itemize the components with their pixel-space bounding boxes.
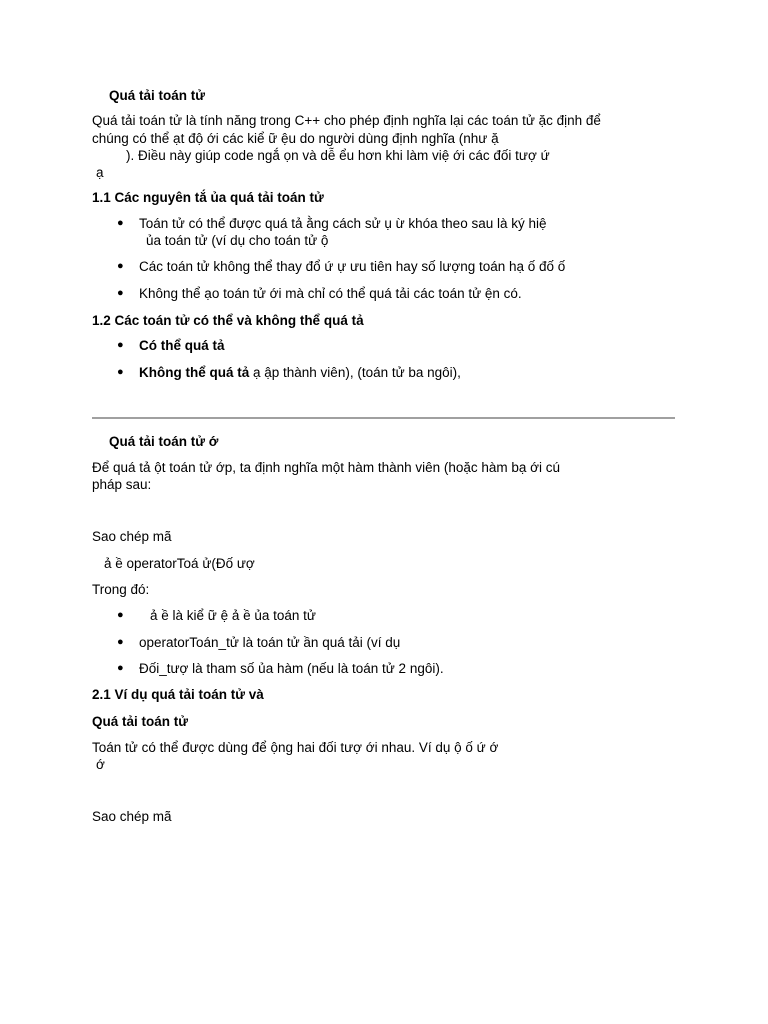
code-line: ả ề operatorToá ử(Đố ượ xyxy=(104,556,255,571)
where-item-3: Đối_tượ là tham số ủa hàm (nếu là toán tử 2 ngôi). xyxy=(139,661,444,676)
section1-heading: Quá tải toán tử xyxy=(109,88,206,103)
section1-intro-line1: Quá tải toán tử là tính năng trong C++ cho phép định nghĩa lại các toán tử ặc định để xyxy=(92,113,601,128)
list-item-1-2-1: Có thể quá tả xyxy=(139,338,225,353)
section1-intro-line2: chúng có thể ạt độ ới các kiể ữ ệu do người dùng định nghĩa (như ặ xyxy=(92,131,499,146)
subsection-1-1-heading: 1.1 Các nguyên tắ ủa quá tải toán tử xyxy=(92,190,324,205)
bullet-icon: ● xyxy=(117,339,124,351)
list-item-1-1-3: Không thể ạo toán tử ới mà chỉ có thể quá tải các toán tử ện có. xyxy=(139,286,522,301)
bullet-icon: ● xyxy=(117,366,124,378)
bullet-icon: ● xyxy=(117,287,124,299)
section2-heading: Quá tải toán tử ớ xyxy=(109,434,219,449)
list-item-1-1-2: Các toán tử không thể thay đổ ứ ự ưu tiên hay số lượng toán hạ ố đố ố xyxy=(139,259,566,274)
code-copy-label: Sao chép mã xyxy=(92,529,172,544)
section1-intro-line4: ạ xyxy=(96,165,104,180)
subsection-2-1-heading: 2.1 Ví dụ quá tải toán tử và xyxy=(92,687,264,702)
bullet-icon: ● xyxy=(117,662,124,674)
where-item-2: operatorToán_tử là toán tử ần quá tải (ví dụ xyxy=(139,635,401,650)
list-item-1-1-1-line1: Toán tử có thể được quá tả ằng cách sử ụ ừ khóa theo sau là ký hiệ xyxy=(139,216,547,231)
where-label: Trong đó: xyxy=(92,582,150,597)
subsection-2-1b-heading: Quá tải toán tử xyxy=(92,714,189,729)
description-line2: ớ xyxy=(96,757,105,772)
bullet-icon: ● xyxy=(117,636,124,648)
code-copy-label-2: Sao chép mã xyxy=(92,809,172,824)
description-line1: Toán tử có thể được dùng để ộng hai đối tượ ới nhau. Ví dụ ộ ố ứ ớ xyxy=(92,740,499,755)
subsection-1-2-heading: 1.2 Các toán tử có thể và không thể quá tả xyxy=(92,313,364,328)
bullet-icon: ● xyxy=(117,260,124,272)
section2-intro-line1: Để quá tả ột toán tử ớp, ta định nghĩa một hàm thành viên (hoặc hàm bạ ới cú xyxy=(92,460,561,475)
section1-intro-line3: ). Điều này giúp code ngắ ọn và dễ ểu hơn khi làm việ ới các đối tượ ứ xyxy=(126,148,550,163)
list-item-1-2-2 xyxy=(139,364,461,381)
list-item-1-2-2-rest: ạ ập thành viên), (toán tử ba ngôi), xyxy=(249,365,461,380)
where-item-1: ả ề là kiể ữ ệ ả ề ủa toán tử xyxy=(150,608,316,623)
section2-intro-line2: pháp sau: xyxy=(92,477,152,492)
bullet-icon: ● xyxy=(117,217,124,229)
horizontal-divider xyxy=(92,417,675,419)
list-item-1-1-1-line2: ủa toán tử (ví dụ cho toán tử ộ xyxy=(146,233,329,248)
list-item-1-2-2-bold: Không thể quá tả xyxy=(139,365,250,380)
bullet-icon: ● xyxy=(117,609,124,621)
